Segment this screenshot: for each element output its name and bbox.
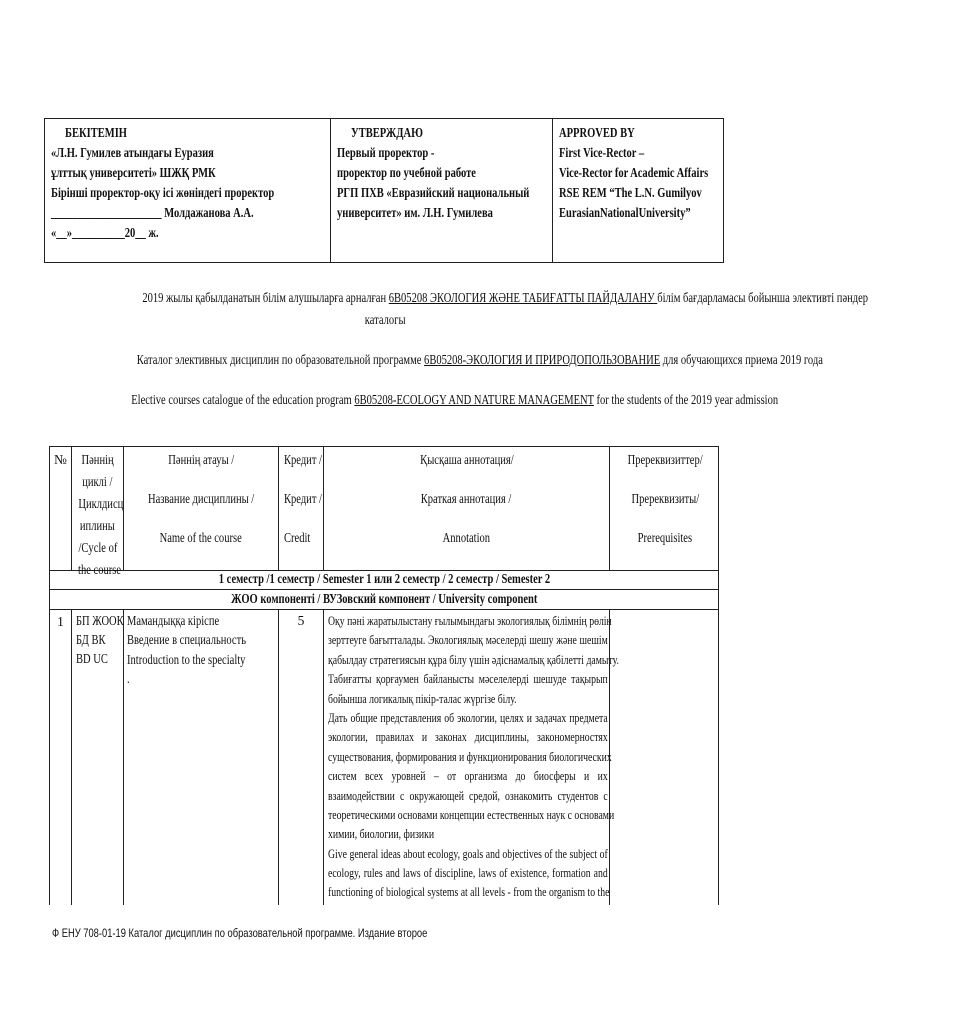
title-en-post: for the students of the 2019 year admission bbox=[593, 392, 779, 407]
approval-en-line: First Vice-Rector – bbox=[559, 145, 645, 160]
title-kz-program: 6В05208 ЭКОЛОГИЯ ЖӘНЕ ТАБИҒАТТЫ ПАЙДАЛАНУ bbox=[388, 290, 658, 305]
title-kz-catalog: каталогы bbox=[364, 312, 406, 327]
approval-ru-line: университет» им. Л.Н. Гумилева bbox=[337, 205, 493, 220]
semester-row: 1 семестр /1 семестр / Semester 1 или 2 семестр / 2 семестр / Semester 2 bbox=[218, 571, 550, 586]
title-ru-pre: Каталог элективных дисциплин по образовательной программе bbox=[136, 352, 425, 367]
divider bbox=[50, 609, 718, 610]
title-ru bbox=[40, 350, 823, 370]
approval-ru bbox=[331, 119, 553, 262]
approval-kz-signature: _____________________ Молдажанова А.А. bbox=[51, 205, 254, 220]
approval-en-line: Vice-Rector for Academic Affairs bbox=[559, 165, 709, 180]
header-prereq-en: Prerequisites bbox=[637, 530, 693, 545]
component-row: ЖОО компоненті / ВУЗовский компонент / University component bbox=[230, 591, 538, 606]
row-cycle: БП ЖООК БД ВК BD UC bbox=[76, 613, 124, 666]
approval-ru-line: Первый проректор - bbox=[337, 145, 435, 160]
header-credit-ru: Кредит / bbox=[284, 491, 322, 506]
header-prereq-ru: Пререквизиты/ bbox=[631, 491, 699, 506]
approval-kz-date: «__»__________20__ ж. bbox=[51, 225, 159, 240]
approval-kz bbox=[45, 119, 331, 262]
header-credit: Кредит / bbox=[284, 452, 322, 467]
approval-ru-line: РГП ПХВ «Евразийский национальный bbox=[337, 185, 530, 200]
header-name-en: Name of the course bbox=[159, 530, 243, 545]
approval-ru-line: УТВЕРЖДАЮ bbox=[351, 125, 423, 140]
header-credit-en: Credit bbox=[284, 530, 311, 545]
row-credit: 5 bbox=[297, 613, 305, 628]
title-kz-line2 bbox=[40, 310, 730, 330]
divider bbox=[323, 609, 324, 905]
row-course-name: Мамандыққа кіріспе Введение в специальность Introduction to the specialty . bbox=[127, 613, 246, 687]
title-ru-program: 6В05208-ЭКОЛОГИЯ И ПРИРОДОПОЛЬЗОВАНИЕ bbox=[424, 352, 661, 367]
header-name-ru: Название дисциплины / bbox=[147, 491, 255, 506]
divider bbox=[278, 447, 279, 570]
approval-kz-line: «Л.Н. Гумилев атындағы Еуразия bbox=[51, 145, 214, 160]
approval-en bbox=[553, 119, 723, 262]
header-annotation: Қысқаша аннотация/ bbox=[419, 452, 514, 467]
header-cycle: Пәннің циклі / Циклдисц иплины /Cycle of the course bbox=[78, 452, 124, 577]
approval-block bbox=[44, 118, 724, 263]
title-kz bbox=[40, 288, 869, 308]
header-prereq: Пререквизиттер/ bbox=[627, 452, 703, 467]
approval-kz-line: ұлттық университеті» ШЖҚ РМК bbox=[51, 165, 216, 180]
approval-en-line: APPROVED BY bbox=[559, 125, 635, 140]
row-num: 1 bbox=[57, 614, 64, 629]
title-en-pre: Elective courses catalogue of the education program bbox=[131, 392, 355, 407]
approval-kz-line: БЕКІТЕМІН bbox=[65, 125, 127, 140]
header-num: № bbox=[54, 452, 67, 467]
title-kz-pre: 2019 жылы қабылданатын білім алушыларға арналған bbox=[142, 290, 389, 305]
header-name: Пәннің атауы / bbox=[168, 452, 234, 467]
approval-en-line: RSE REM “The L.N. Gumilyov bbox=[559, 185, 702, 200]
page-footer: Ф ЕНУ 708-01-19 Каталог дисциплин по образовательной программе. Издание второе bbox=[52, 926, 428, 940]
approval-kz-line: Бірінші проректор-оқу ісі жөніндегі проректор bbox=[51, 185, 275, 200]
title-en-program: 6В05208-ECOLOGY AND NATURE MANAGEMENT bbox=[354, 392, 594, 407]
row-annotation: Оқу пәні жаратылыстану ғылымындағы экологиялық білімнің рөлін зерттеуге бағытталады. Экологиялық мәселерді шешу және шешім қабылдау стратегиясын құра білу үшін әдіснамалық қабілетті дамыту. Табиғатты қорғаумен байланысты мәселелерді шешуде тақырып бойынша логикалық пікір-талас жүргізе білу. Дать общие представления об экологии, целях и задачах предмета экологии, правилах и законах дисциплины, закономерностях существования, формирования и функционирования биологических систем всех уровней – от организма до биосферы и их взаимодействии с окружающей средой, ознакомить студентов с теоретическими основами концепции естественных наук с основами химии, биологии, физики Give general ideas about ecology, goals and objectives of the subject of ecology, rules and laws of discipline, laws of existence, formation and functioning of biological systems at all levels - from the organism to the bbox=[328, 613, 619, 900]
courses-table bbox=[49, 446, 719, 905]
header-annotation-ru: Краткая аннотация / bbox=[421, 491, 512, 506]
title-kz-post: білім бағдарламасы бойынша элективті пәндер bbox=[657, 290, 869, 305]
divider bbox=[71, 609, 72, 905]
approval-ru-line: проректор по учебной работе bbox=[337, 165, 476, 180]
title-ru-post: для обучающихся приема 2019 года bbox=[660, 352, 823, 367]
title-en bbox=[40, 390, 779, 410]
approval-en-line: EurasianNationalUniversity” bbox=[559, 205, 691, 220]
header-annotation-en: Annotation bbox=[442, 530, 491, 545]
